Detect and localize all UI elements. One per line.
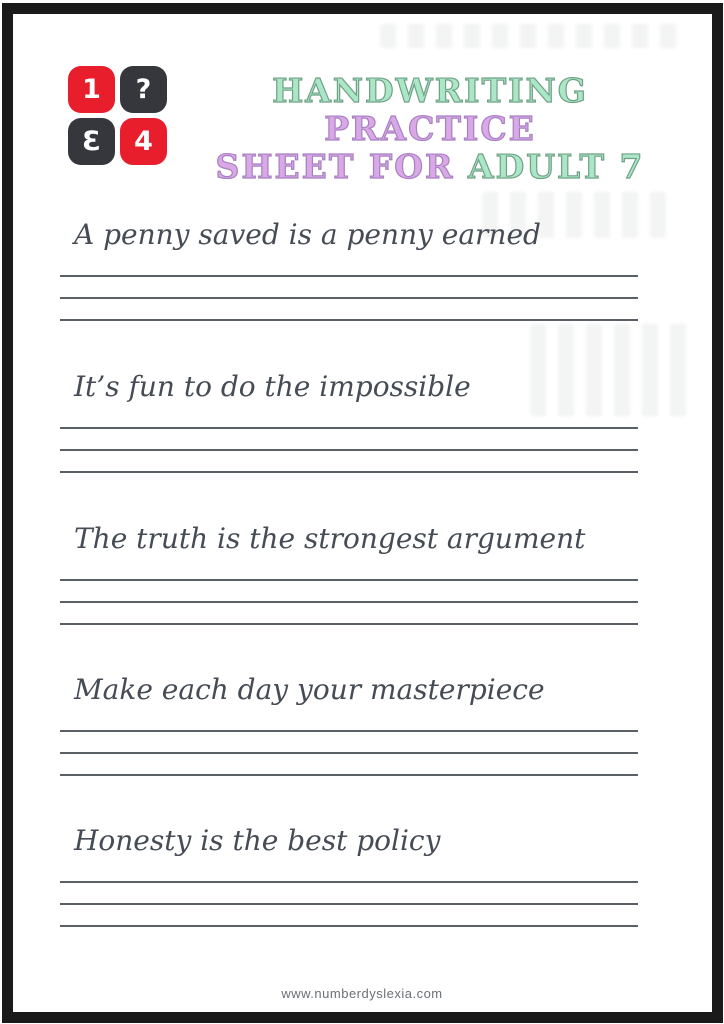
writing-line (60, 579, 638, 581)
ghost-watermark (380, 24, 680, 48)
page-title (180, 72, 680, 186)
title-word-handwriting: HANDWRITING (272, 71, 588, 110)
practice-phrase: Make each day your masterpiece (74, 673, 545, 706)
writing-line (60, 319, 638, 321)
number-tiles-logo (68, 66, 167, 165)
practice-phrase: A penny saved is a penny earned (74, 218, 541, 251)
writing-line (60, 752, 638, 754)
logo-tile-reversed-3: Ɛ (68, 118, 115, 165)
practice-phrase: Honesty is the best policy (74, 824, 441, 857)
writing-line (60, 925, 638, 927)
writing-line (60, 903, 638, 905)
writing-line (60, 449, 638, 451)
practice-section (60, 370, 638, 474)
practice-section (60, 218, 638, 322)
writing-line (60, 623, 638, 625)
writing-line (60, 427, 638, 429)
practice-phrase: The truth is the strongest argument (74, 522, 586, 555)
title-word-practice: PRACTICE (324, 109, 536, 148)
title-word-sheet-for: SHEET FOR (215, 147, 455, 186)
website-url: www.numberdyslexia.com (281, 986, 443, 1001)
practice-section (60, 673, 638, 777)
page-title-line-2 (180, 148, 680, 186)
logo-tile-4: 4 (120, 118, 167, 165)
practice-section (60, 522, 638, 626)
writing-line (60, 471, 638, 473)
writing-line (60, 297, 638, 299)
writing-line (60, 730, 638, 732)
title-word-adult-7: ADULT 7 (467, 147, 645, 186)
writing-line (60, 275, 638, 277)
practice-phrase: It’s fun to do the impossible (74, 370, 471, 403)
logo-tile-question: ? (120, 66, 167, 113)
logo-tile-1: 1 (68, 66, 115, 113)
page-title-line-1 (180, 72, 680, 148)
writing-line (60, 601, 638, 603)
writing-line (60, 774, 638, 776)
writing-line (60, 881, 638, 883)
practice-section (60, 824, 638, 928)
